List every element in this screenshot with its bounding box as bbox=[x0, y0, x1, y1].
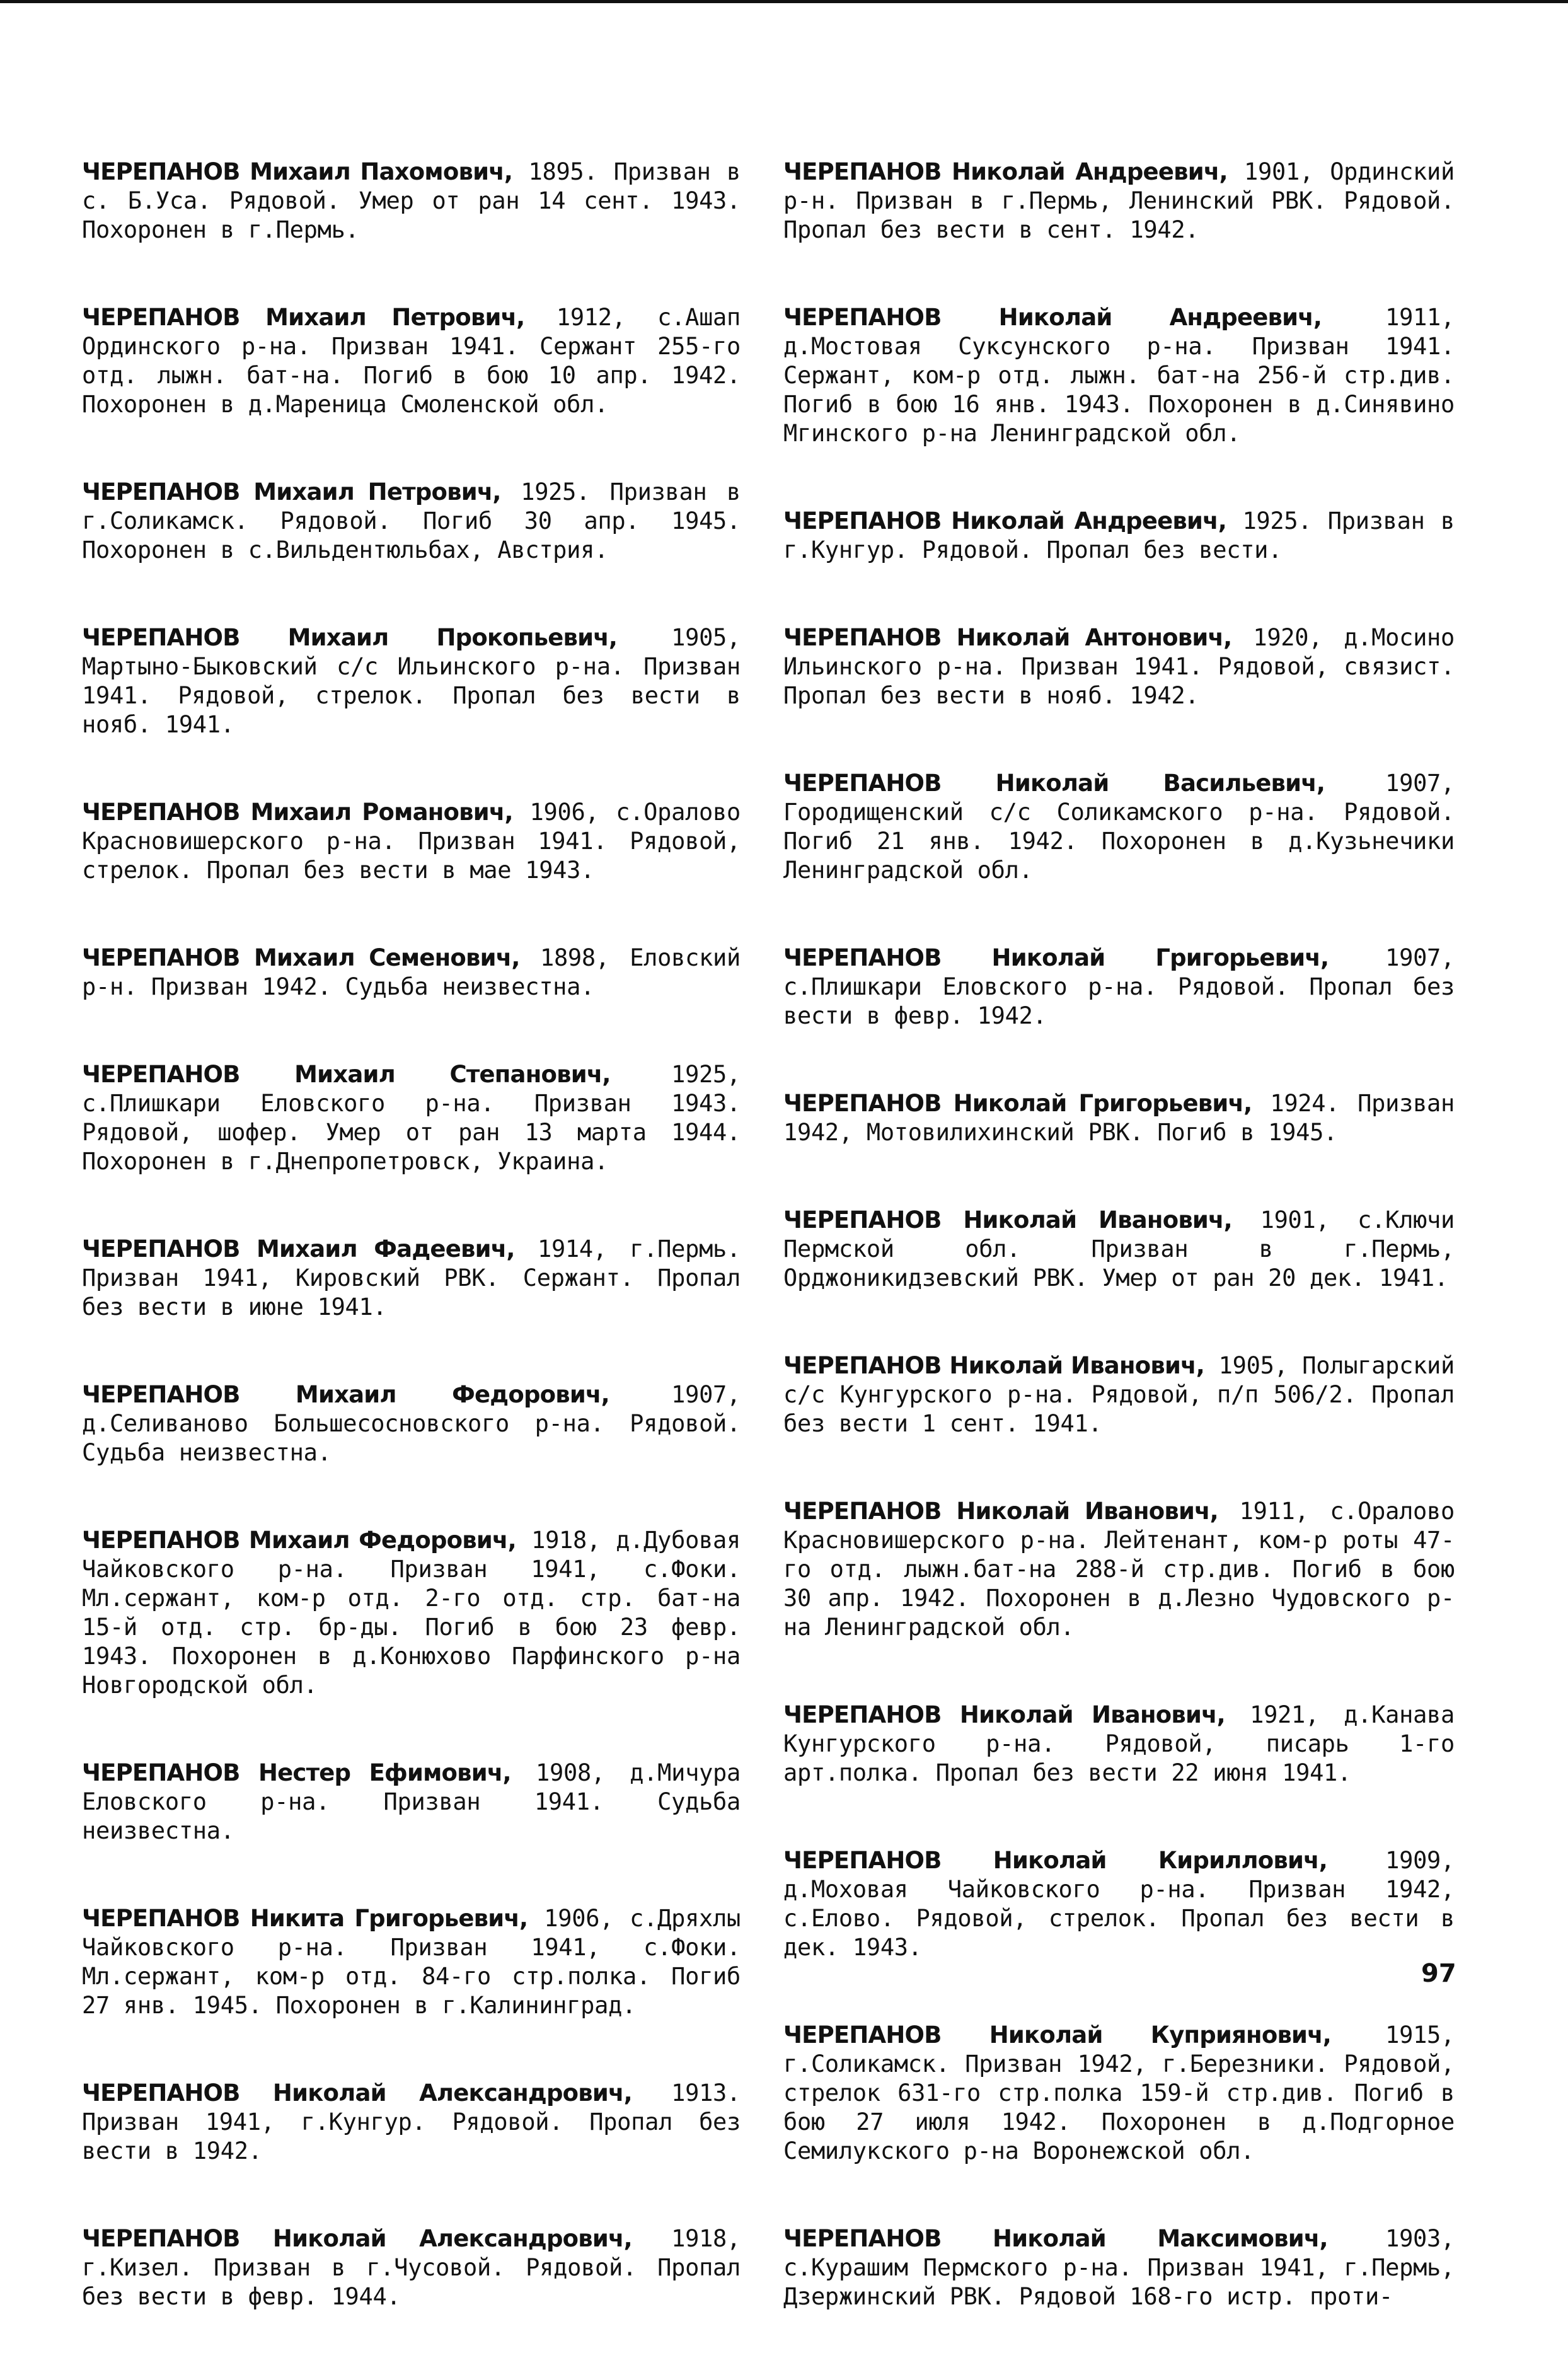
entry-name: ЧЕРЕПАНОВ Николай Александрович, bbox=[82, 2079, 632, 2107]
entry-name: ЧЕРЕПАНОВ Никита Григорьевич, bbox=[82, 1905, 528, 1932]
entry-text: 1912, с.Ашап Ординского р-на. Призван 1941. Сержант 255-го отд. лыжн. бат-на. Погиб в бою 10 апр. 1942. Похоронен в д.Мареница Смоленской обл. bbox=[82, 304, 741, 418]
entry-name: ЧЕРЕПАНОВ Николай Куприянович, bbox=[783, 2021, 1332, 2049]
entry-text: 1909, д.Моховая Чайковского р-на. Призван 1942, с.Елово. Рядовой, стрелок. Пропал без вести в дек. 1943. bbox=[783, 1847, 1455, 1961]
entry-name: ЧЕРЕПАНОВ Николай Андреевич, bbox=[783, 507, 1227, 535]
entry-text: 1905, Мартыно-Быковский с/с Ильинского р-на. Призван 1941. Рядовой, стрелок. Пропал без вести в нояб. 1941. bbox=[82, 624, 741, 738]
entry bbox=[82, 1526, 741, 1700]
entry-text: 1911, с.Оралово Красновишерского р-на. Лейтенант, ком-р роты 47-го отд. лыжн.бат-на 288-й стр.див. Погиб в бою 30 апр. 1942. Похоронен в д.Лезно Чудовского р-на Ленинградской обл. bbox=[783, 1498, 1455, 1641]
entry-name: ЧЕРЕПАНОВ Михаил Федорович, bbox=[82, 1381, 609, 1408]
entry-name: ЧЕРЕПАНОВ Михаил Петрович, bbox=[82, 478, 501, 506]
entry-text: 1907, с.Плишкари Еловского р-на. Рядовой. Пропал без вести в февр. 1942. bbox=[783, 944, 1455, 1029]
entry bbox=[82, 944, 741, 1002]
entry bbox=[783, 769, 1455, 885]
right-column bbox=[783, 158, 1455, 2370]
entry bbox=[82, 1060, 741, 1176]
entry bbox=[82, 1904, 741, 2020]
entry bbox=[82, 303, 741, 419]
entry-name: ЧЕРЕПАНОВ Михаил Петрович, bbox=[82, 304, 525, 331]
entry-text: 1901, с.Ключи Пермской обл. Призван в г.Пермь, Орджоникидзевский РВК. Умер от ран 20 дек. 1941. bbox=[783, 1206, 1455, 1292]
left-column bbox=[82, 158, 741, 2370]
entry bbox=[82, 1380, 741, 1467]
entry bbox=[783, 1497, 1455, 1642]
entry-text: 1918, д.Дубовая Чайковского р-на. Призван 1941, с.Фоки. Мл.сержант, ком-р отд. 2-го отд. стр. бат-на 15-й отд. стр. бр-ды. Погиб в бою 23 февр. 1943. Похоронен в д.Конюхово Парфинского р-на Новгородской обл. bbox=[82, 1527, 741, 1699]
entry-name: ЧЕРЕПАНОВ Николай Александрович, bbox=[82, 2225, 632, 2252]
entry-text: 1913. Призван 1941, г.Кунгур. Рядовой. Пропал без вести в 1942. bbox=[82, 2079, 741, 2165]
entry bbox=[82, 478, 741, 565]
entry bbox=[783, 507, 1455, 565]
entry-name: ЧЕРЕПАНОВ Николай Иванович, bbox=[783, 1701, 1225, 1728]
entry-name: ЧЕРЕПАНОВ Нестер Ефимович, bbox=[82, 1759, 511, 1786]
entry-text: 1906, с.Дряхлы Чайковского р-на. Призван 1941, с.Фоки. Мл.сержант, ком-р отд. 84-го стр.полка. Погиб 27 янв. 1945. Похоронен в г.Калининград. bbox=[82, 1905, 741, 2019]
entry-text: 1915, г.Соликамск. Призван 1942, г.Березники. Рядовой, стрелок 631-го стр.полка 159-й стр.див. Погиб в бою 27 июля 1942. Похоронен в д.Подгорное Семилукского р-на Воронежской обл. bbox=[783, 2021, 1455, 2165]
entry bbox=[783, 1701, 1455, 1788]
entry-text: 1925. Призван в г.Кунгур. Рядовой. Пропал без вести. bbox=[783, 507, 1455, 564]
entry-text: 1898, Еловский р-н. Призван 1942. Судьба неизвестна. bbox=[82, 944, 741, 1000]
entry bbox=[82, 158, 741, 245]
entry-name: ЧЕРЕПАНОВ Михаил Федорович, bbox=[82, 1527, 516, 1554]
entry-name: ЧЕРЕПАНОВ Михаил Романович, bbox=[82, 799, 513, 826]
entry bbox=[783, 303, 1455, 448]
entry-text: 1918, г.Кизел. Призван в г.Чусовой. Рядовой. Пропал без вести в февр. 1944. bbox=[82, 2225, 741, 2310]
entry-text: 1905, Полыгарский с/с Кунгурского р-на. Рядовой, п/п 506/2. Пропал без вести 1 сент. 1941. bbox=[783, 1352, 1455, 1437]
entry bbox=[783, 944, 1455, 1031]
entry-text: 1914, г.Пермь. Призван 1941, Кировский РВК. Сержант. Пропал без вести в июне 1941. bbox=[82, 1235, 741, 1321]
entry-name: ЧЕРЕПАНОВ Николай Иванович, bbox=[783, 1498, 1218, 1525]
entry-name: ЧЕРЕПАНОВ Николай Антонович, bbox=[783, 624, 1232, 651]
entry bbox=[783, 1351, 1455, 1438]
entry bbox=[783, 2021, 1455, 2166]
entry-name: ЧЕРЕПАНОВ Михаил Фадеевич, bbox=[82, 1235, 515, 1263]
page-number: 97 bbox=[1421, 1959, 1456, 1988]
entry-name: ЧЕРЕПАНОВ Николай Григорьевич, bbox=[783, 944, 1329, 971]
entry-text: 1903, с.Курашим Пермского р-на. Призван 1941, г.Пермь, Дзержинский РВК. Рядовой 168-го истр. проти- bbox=[783, 2225, 1455, 2310]
entry-name: ЧЕРЕПАНОВ Николай Андреевич, bbox=[783, 304, 1322, 331]
entry-text: 1907, Городищенский с/с Соликамского р-на. Рядовой. Погиб 21 янв. 1942. Похоронен в д.Кузьнечики Ленинградской обл. bbox=[783, 770, 1455, 884]
entry-text: 1901, Ординский р-н. Призван в г.Пермь, Ленинский РВК. Рядовой. Пропал без вести в сент. 1942. bbox=[783, 158, 1455, 243]
entry-text: 1908, д.Мичура Еловского р-на. Призван 1941. Судьба неизвестна. bbox=[82, 1759, 741, 1844]
top-border-rule bbox=[0, 0, 1568, 3]
entry-name: ЧЕРЕПАНОВ Николай Васильевич, bbox=[783, 770, 1325, 797]
entry bbox=[82, 1759, 741, 1846]
entry bbox=[82, 623, 741, 739]
entry-text: 1924. Призван 1942, Мотовилихинский РВК. Погиб в 1945. bbox=[783, 1090, 1455, 1146]
entry-text: 1906, с.Оралово Красновишерского р-на. Призван 1941. Рядовой, стрелок. Пропал без вести в мае 1943. bbox=[82, 799, 741, 884]
entry-name: ЧЕРЕПАНОВ Николай Андреевич, bbox=[783, 158, 1228, 185]
entry-text: 1925. Призван в г.Соликамск. Рядовой. Погиб 30 апр. 1945. Похоронен в с.Вильдентюльбах, Австрия. bbox=[82, 478, 741, 564]
entry-name: ЧЕРЕПАНОВ Михаил Пахомович, bbox=[82, 158, 513, 185]
entry-text: 1911, д.Мостовая Суксунского р-на. Призван 1941. Сержант, ком-р отд. лыжн. бат-на 256-й стр.див. Погиб в бою 16 янв. 1943. Похоронен в д.Синявино Мгинского р-на Ленинградской обл. bbox=[783, 304, 1455, 447]
entry bbox=[783, 623, 1455, 710]
entry bbox=[783, 1206, 1455, 1293]
entry bbox=[783, 158, 1455, 245]
entry-text: 1920, д.Мосино Ильинского р-на. Призван 1941. Рядовой, связист. Пропал без вести в нояб. 1942. bbox=[783, 624, 1455, 709]
entry bbox=[783, 1846, 1455, 1962]
entry-text: 1921, д.Канава Кунгурского р-на. Рядовой, писарь 1-го арт.полка. Пропал без вести 22 июня 1941. bbox=[783, 1701, 1455, 1786]
entry bbox=[82, 1235, 741, 1322]
entry bbox=[783, 2224, 1455, 2311]
entry-text: 1925, с.Плишкари Еловского р-на. Призван 1943. Рядовой, шофер. Умер от ран 13 марта 1944. Похоронен в г.Днепропетровск, Украина. bbox=[82, 1061, 741, 1175]
entry-name: ЧЕРЕПАНОВ Николай Максимович, bbox=[783, 2225, 1328, 2252]
entry-name: ЧЕРЕПАНОВ Николай Иванович, bbox=[783, 1206, 1232, 1234]
entry-text: 1907, д.Селиваново Большесосновского р-на. Рядовой. Судьба неизвестна. bbox=[82, 1381, 741, 1466]
entry bbox=[82, 2224, 741, 2311]
entry-name: ЧЕРЕПАНОВ Николай Григорьевич, bbox=[783, 1090, 1252, 1117]
entry-name: ЧЕРЕПАНОВ Михаил Степанович, bbox=[82, 1061, 611, 1088]
entry-name: ЧЕРЕПАНОВ Михаил Прокопьевич, bbox=[82, 624, 618, 651]
entry bbox=[783, 1089, 1455, 1147]
entry-name: ЧЕРЕПАНОВ Николай Иванович, bbox=[783, 1352, 1204, 1379]
entry bbox=[82, 798, 741, 885]
entry-name: ЧЕРЕПАНОВ Николай Кириллович, bbox=[783, 1847, 1328, 1874]
entry bbox=[82, 2079, 741, 2166]
entry-name: ЧЕРЕПАНОВ Михаил Семенович, bbox=[82, 944, 520, 971]
entry-text: 1895. Призван в с. Б.Уса. Рядовой. Умер от ран 14 сент. 1943. Похоронен в г.Пермь. bbox=[82, 158, 741, 243]
